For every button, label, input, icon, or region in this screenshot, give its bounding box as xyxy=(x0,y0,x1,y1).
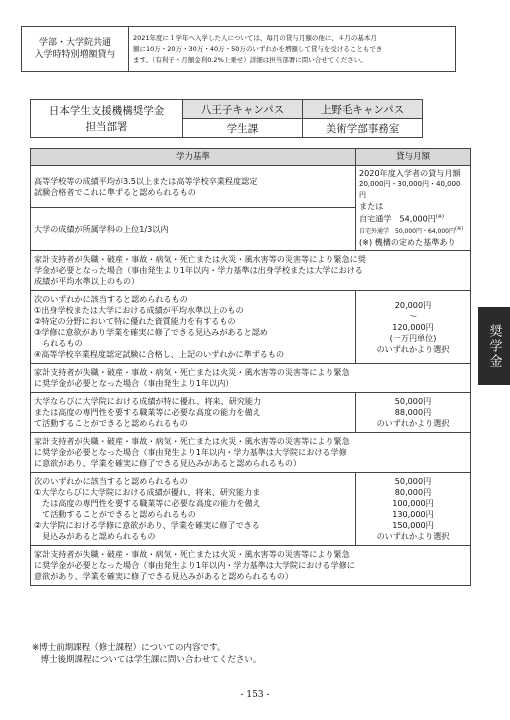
description-line: ます。（有利子・月額金利0.2%上乗せ）詳細は担当部署に問い合せてください。 xyxy=(133,55,367,64)
cell-line: 80,000円 xyxy=(394,487,432,497)
cell-line: に奨学金が必要となった場合（事由発生より1年以内） xyxy=(34,378,234,388)
cell-line: 130,000円 xyxy=(392,509,434,519)
cell-line: のいずれかより選択 xyxy=(376,343,450,354)
campus-kaminoge: 上野毛キャンパス xyxy=(303,100,423,119)
table-row xyxy=(31,393,471,433)
cell-line: または高度の専門性を要する職業等に必要な高度の能力を備え xyxy=(34,407,261,417)
cell-line: のいずれかより選択 xyxy=(376,531,450,541)
cell-line: 家計支持者が失職・破産・事故・病気・死亡または火災・風水害等の災害等により緊急に奨 xyxy=(34,254,366,264)
cell-line: 〜 xyxy=(408,310,418,321)
cell-line: 大学ならびに大学院における成績が特に優れ、将来、研究能力 xyxy=(34,396,262,406)
special-loan-table xyxy=(21,26,456,72)
footnote-mark: (※) xyxy=(455,226,464,233)
table-row xyxy=(31,473,471,546)
table-row xyxy=(31,291,471,364)
cell-line xyxy=(359,224,467,237)
cell-line: に奨学金が必要となった場合（事由発生より1年以内・学力基準は大学院における学修に xyxy=(34,560,355,570)
table-header-row xyxy=(31,149,471,166)
criteria-cell xyxy=(31,166,356,208)
footnote xyxy=(32,642,261,666)
cell-line: 150,000円 xyxy=(392,520,434,530)
cell-line: ③学修に意欲があり学業を確実に修了できる見込みがあると認め xyxy=(34,327,268,337)
cell-line: 20,000円・30,000円・40,000円 xyxy=(359,179,461,199)
cell-line: に奨学金が必要となった場合（事由発生より1年以内・学力基準は大学院における学修 xyxy=(34,447,347,457)
cell-line: に意欲があり、学業を確実に修了できる見込みがあると認められるもの） xyxy=(34,458,302,468)
cell-line: 家計支持者が失職・破産・事故・病気・死亡または火災・風水害等の災害等により緊急 xyxy=(34,436,350,446)
office-table xyxy=(30,99,423,138)
footnote-line: 博士後期課程については学生課に問い合わせてください。 xyxy=(32,655,262,665)
criteria-cell xyxy=(31,291,356,364)
cell-line xyxy=(359,212,467,225)
cell-line: 20,000円 xyxy=(394,299,432,310)
cell-line: 次のいずれかに該当すると認められるもの xyxy=(34,294,188,304)
amount-cell xyxy=(356,393,471,433)
cell-line: て活動することができると認められるもの xyxy=(34,418,188,428)
office-hachioji: 学生課 xyxy=(183,119,303,138)
table-row xyxy=(31,166,471,208)
table-row xyxy=(31,433,471,473)
cell-line: たは高度の専門性を要する職業等に必要な高度の能力を備え xyxy=(34,498,261,508)
footnote-line: ※博士前期課程（修士課程）についての内容です。 xyxy=(32,643,226,653)
cell-line: ①大学ならびに大学院における成績が優れ、将来、研究能力ま xyxy=(34,487,261,497)
cell-line: または xyxy=(359,200,384,211)
cell-line: 意欲があり、学業を確実に修了できる見込みがあると認められるもの） xyxy=(34,571,294,581)
cell-line: (※) 機構の定めた基準あり xyxy=(359,237,456,248)
cell-line: て活動することができると認められるもの xyxy=(34,509,196,519)
description-line: 2021年度に１学年へ入学した人については、毎月の貸与月額の他に、４月の基本月 xyxy=(133,33,377,42)
cell-line: られるもの xyxy=(34,338,83,348)
cell-line: ②特定の分野において特に優れた資質能力を有するもの xyxy=(34,316,236,326)
amount-cell xyxy=(356,473,471,546)
cell-text: 自宅外通学 50,000円・64,000円 xyxy=(359,228,455,236)
cell-line: 120,000円 xyxy=(392,321,434,332)
cell-line: 100,000円 xyxy=(392,498,434,508)
page-number: - 153 - xyxy=(240,690,270,700)
section-tab: 奨学金 xyxy=(478,307,510,385)
criteria-cell xyxy=(31,393,356,433)
criteria-cell xyxy=(31,364,471,393)
criteria-cell xyxy=(31,546,471,586)
cell-line: 50,000円 xyxy=(394,396,432,406)
cell-text: 自宅通学 54,000円 xyxy=(359,213,436,224)
table-row xyxy=(31,364,471,393)
label-line: 学部・大学院共通 xyxy=(38,38,111,48)
cell-line: 見込みがあると認められるもの xyxy=(34,531,156,541)
cell-line: ①出身学校または大学における成績が平均水準以上のもの xyxy=(34,305,244,315)
criteria-cell xyxy=(31,251,471,291)
cell-line: (一万円単位) xyxy=(389,332,437,343)
cell-line: 家計支持者が失職・破産・事故・病気・死亡または火災・風水害等の災害等により緊急 xyxy=(34,549,350,559)
office-label-line: 日本学生支援機構奨学金 xyxy=(48,104,165,117)
criteria-cell xyxy=(31,473,356,546)
cell-line: 成績が平均水準以上のもの） xyxy=(34,276,140,286)
cell-line: 家計支持者が失職・破産・事故・病気・死亡または火災・風水害等の災害等により緊急 xyxy=(34,367,350,377)
amount-cell xyxy=(356,166,471,251)
amount-cell xyxy=(356,291,471,364)
office-kaminoge: 美術学部事務室 xyxy=(303,119,423,138)
special-loan-description xyxy=(129,27,456,72)
cell-line: 50,000円 xyxy=(394,476,432,486)
description-line: 額に10万・20万・30万・40万・50万のいずれかを増額して貸与を受けることもでき xyxy=(133,44,383,53)
cell-line: 88,000円 xyxy=(394,407,432,417)
campus-hachioji: 八王子キャンパス xyxy=(183,100,303,119)
office-label-line: 担当部署 xyxy=(85,120,128,133)
criteria-cell xyxy=(31,433,471,473)
cell-line: 次のいずれかに該当すると認められるもの xyxy=(34,476,188,486)
header-amount: 貸与月額 xyxy=(356,149,471,166)
cell-line: 高等学校等の成績平均が3.5以上または高等学校卒業程度認定 xyxy=(34,175,258,186)
cell-line: ②大学院における学修に意欲があり、学業を確実に修了できる xyxy=(34,520,260,530)
table-row xyxy=(31,546,471,586)
footnote-mark: (※) xyxy=(435,213,444,220)
cell-line: 試験合格者でこれに準ずると認められるもの xyxy=(34,186,196,197)
cell-line: 2020年度入学者の貸与月額 xyxy=(359,167,461,178)
special-loan-label xyxy=(22,27,129,72)
criteria-cell: 大学の成績が所属学科の上位1/3以内 xyxy=(31,208,356,251)
cell-line: ④高等学校卒業程度認定試験に合格し、上記のいずれかに準ずるもの xyxy=(34,349,285,359)
criteria-table xyxy=(30,148,471,586)
header-criteria: 学力基準 xyxy=(31,149,356,166)
label-line: 入学時特別増額貸与 xyxy=(34,50,116,60)
cell-line: のいずれかより選択 xyxy=(376,418,450,428)
office-label xyxy=(31,100,183,138)
cell-line: 学金が必要となった場合（事由発生より1年以内・学力基準は出身学校または大学における xyxy=(34,265,363,275)
table-row xyxy=(31,251,471,291)
